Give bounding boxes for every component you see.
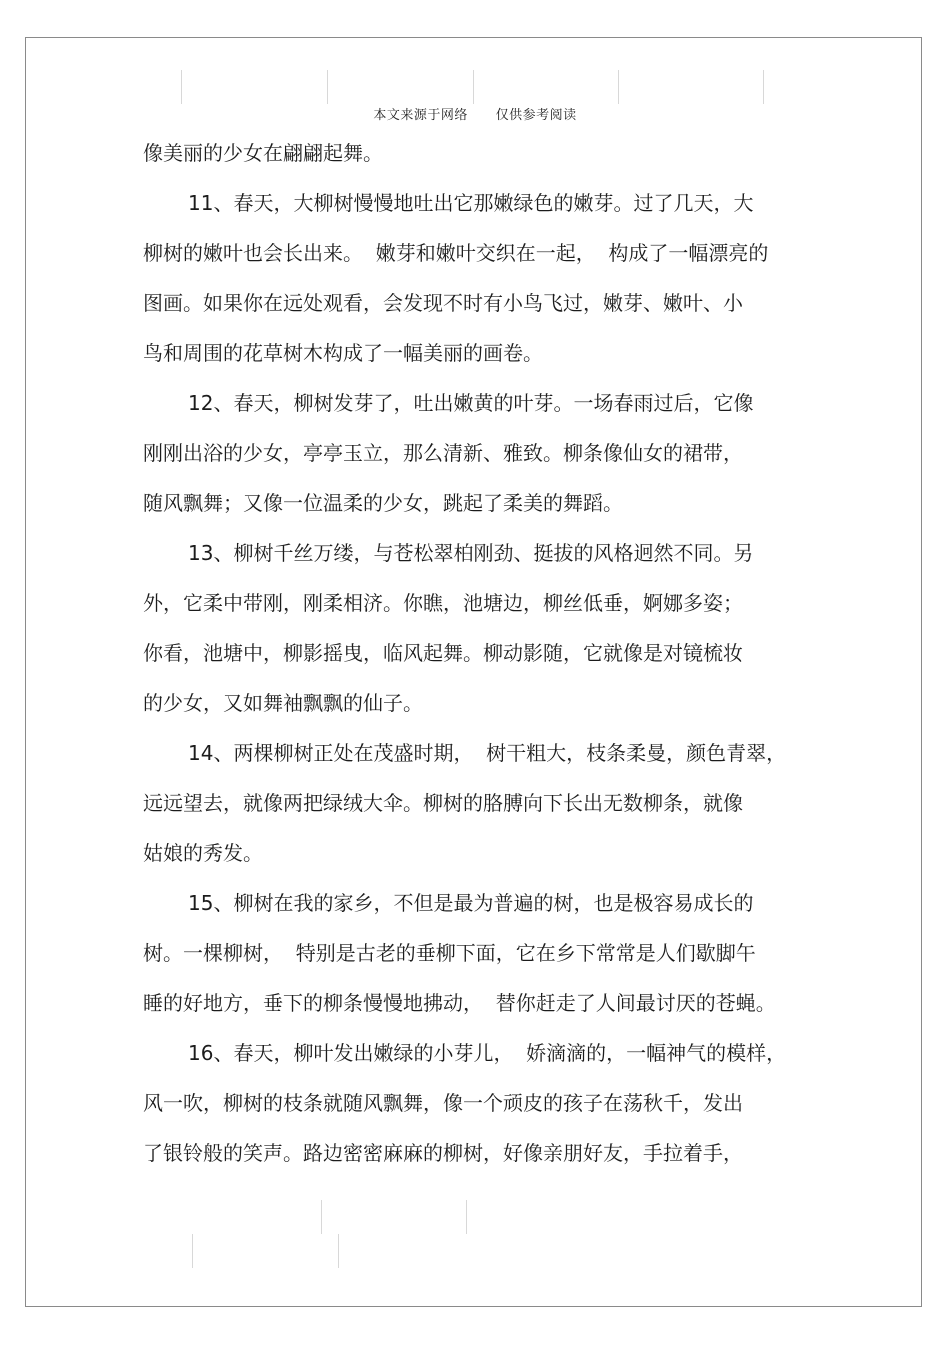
paragraph-13-line: 外，它柔中带刚，刚柔相济。你瞧，池塘边，柳丝低垂，婀娜多姿； bbox=[143, 591, 743, 615]
footer-mark bbox=[338, 1234, 339, 1268]
paragraph-12-line: 12、春天，柳树发芽了，吐出嫩黄的叶芽。一场春雨过后，它像 bbox=[188, 391, 754, 415]
paragraph-12-line: 随风飘舞；又像一位温柔的少女，跳起了柔美的舞蹈。 bbox=[143, 491, 623, 515]
header-mark bbox=[618, 70, 619, 104]
paragraph-12-line: 刚刚出浴的少女，亭亭玉立，那么清新、雅致。柳条像仙女的裙带， bbox=[143, 441, 743, 465]
paragraph-13-line: 的少女，又如舞袖飘飘的仙子。 bbox=[143, 691, 423, 715]
document-body bbox=[143, 128, 803, 1178]
header-mark bbox=[473, 70, 474, 104]
paragraph-11-line: 柳树的嫩叶也会长出来。 嫩芽和嫩叶交织在一起， 构成了一幅漂亮的 bbox=[143, 241, 769, 265]
source-disclaimer: 本文来源于网络 仅供参考阅读 bbox=[373, 108, 577, 123]
footer-mark bbox=[466, 1200, 467, 1234]
paragraph-13-line: 13、柳树千丝万缕，与苍松翠柏刚劲、挺拔的风格迥然不同。另 bbox=[188, 541, 754, 565]
paragraph-15-line: 15、柳树在我的家乡，不但是最为普遍的树，也是极容易成长的 bbox=[188, 891, 754, 915]
paragraph-16-line: 了银铃般的笑声。路边密密麻麻的柳树，好像亲朋好友，手拉着手， bbox=[143, 1141, 743, 1165]
paragraph-11-line: 图画。如果你在远处观看，会发现不时有小鸟飞过，嫩芽、嫩叶、小 bbox=[143, 291, 743, 315]
header-mark bbox=[181, 70, 182, 104]
header-mark bbox=[763, 70, 764, 104]
footer-mark bbox=[192, 1234, 193, 1268]
paragraph-11-line: 11、春天，大柳树慢慢地吐出它那嫩绿色的嫩芽。过了几天，大 bbox=[188, 191, 754, 215]
paragraph-14-line: 姑娘的秀发。 bbox=[143, 841, 263, 865]
paragraph-14-line: 远远望去，就像两把绿绒大伞。柳树的胳膊向下长出无数柳条，就像 bbox=[143, 791, 743, 815]
text-line: 像美丽的少女在翩翩起舞。 bbox=[143, 141, 383, 165]
paragraph-11-line: 鸟和周围的花草树木构成了一幅美丽的画卷。 bbox=[143, 341, 543, 365]
paragraph-14-line: 14、两棵柳树正处在茂盛时期， 树干粗大，枝条柔曼，颜色青翠， bbox=[188, 741, 787, 765]
paragraph-15-line: 睡的好地方，垂下的柳条慢慢地拂动， 替你赶走了人间最讨厌的苍蝇。 bbox=[143, 991, 776, 1015]
header-mark bbox=[327, 70, 328, 104]
footer-mark bbox=[321, 1200, 322, 1234]
paragraph-15-line: 树。一棵柳树， 特别是古老的垂柳下面，它在乡下常常是人们歇脚午 bbox=[143, 941, 756, 965]
paragraph-13-line: 你看，池塘中，柳影摇曳，临风起舞。柳动影随，它就像是对镜梳妆 bbox=[143, 641, 743, 665]
paragraph-16-line: 16、春天，柳叶发出嫩绿的小芽儿， 娇滴滴的，一幅神气的模样， bbox=[188, 1041, 787, 1065]
paragraph-16-line: 风一吹，柳树的枝条就随风飘舞，像一个顽皮的孩子在荡秋千，发出 bbox=[143, 1091, 743, 1115]
